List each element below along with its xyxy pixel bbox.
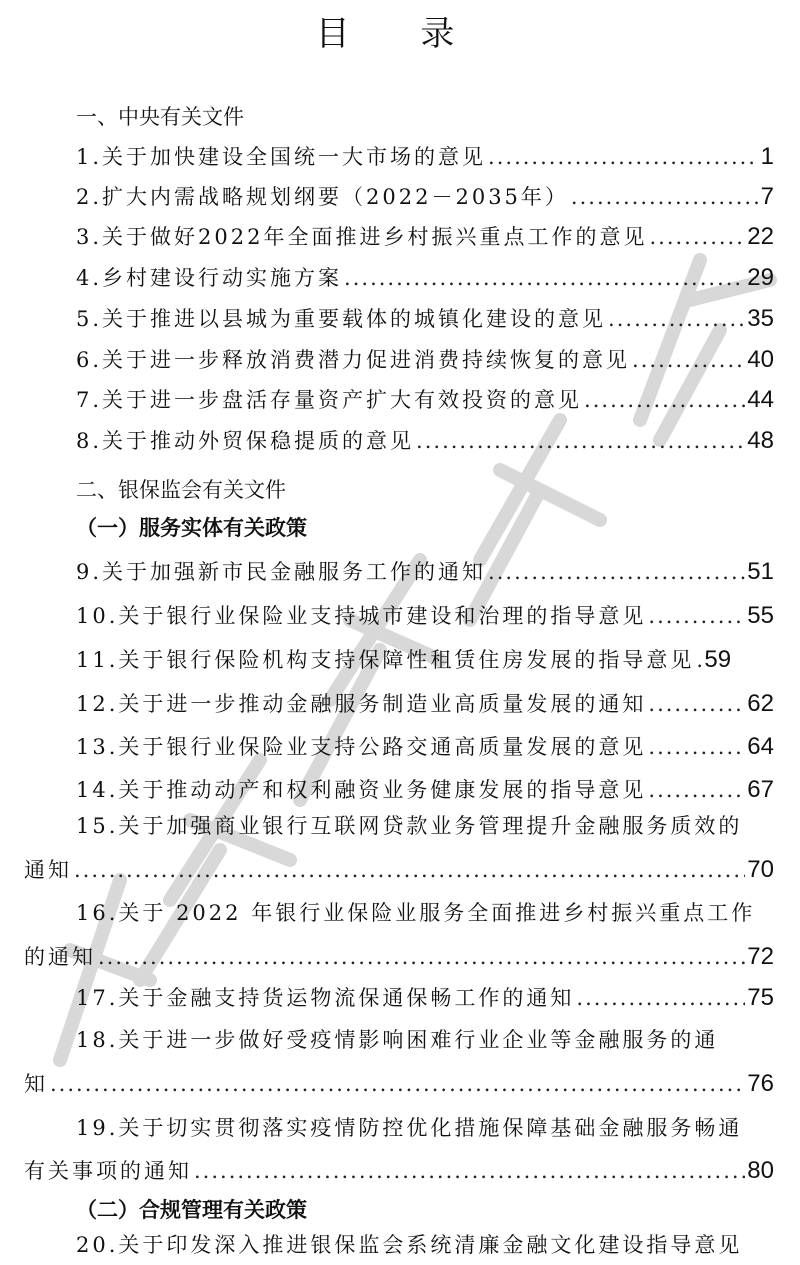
toc-entry[interactable] [76, 978, 774, 1018]
section-heading-cbirc: 二、银保监会有关文件 [76, 478, 286, 502]
toc-page-number: 44 [747, 386, 774, 413]
leader-dots [632, 340, 745, 380]
toc-entry-line2[interactable] [24, 850, 774, 890]
toc-entry-title: 17.关于金融支持货运物流保通保畅工作的通知 [76, 986, 575, 1010]
toc-entry-title-cont: 的通知 [24, 945, 96, 969]
toc-page-number: 40 [747, 346, 774, 373]
leader-dots [648, 596, 745, 636]
leader-dots [648, 770, 745, 810]
toc-entry-title: 4.乡村建设行动实施方案 [76, 266, 343, 290]
toc-entry-title: 15.关于加强商业银行互联网贷款业务管理提升金融服务质效的 [76, 814, 743, 838]
leader-dots [194, 1151, 745, 1191]
toc-entry-title: 14.关于推动动产和权利融资业务健康发展的指导意见 [76, 778, 647, 802]
toc-entry[interactable] [76, 727, 774, 767]
toc-entry-title: 18.关于进一步做好受疫情影响困难行业企业等金融服务的通 [76, 1028, 719, 1052]
toc-entry-line2[interactable] [24, 937, 774, 977]
toc-entry-line2[interactable] [24, 1064, 774, 1104]
toc-page-number: 29 [747, 264, 774, 291]
toc-entry[interactable] [76, 421, 774, 461]
leader-dots [571, 177, 759, 217]
toc-entry-title: 19.关于切实贯彻落实疫情防控优化措施保障基础金融服务畅通 [76, 1116, 743, 1140]
toc-entry-line1[interactable] [76, 806, 774, 846]
toc-entry[interactable] [76, 552, 774, 592]
toc-page-number: 7 [760, 183, 774, 210]
toc-page-number: 55 [747, 602, 774, 629]
toc-entry-title: 20.关于印发深入推进银保监会系统清廉金融文化建设指导意见 [76, 1233, 743, 1257]
leader-dots [608, 299, 745, 339]
leader-dots [74, 850, 745, 890]
toc-page-number: 76 [747, 1070, 774, 1097]
toc-entry-line1[interactable] [76, 1020, 774, 1060]
toc-page-number: 51 [747, 558, 774, 585]
toc-page-number: 22 [747, 223, 774, 250]
toc-page-number: 35 [747, 305, 774, 332]
toc-entry-line1[interactable] [76, 1225, 774, 1265]
toc-page-number: 72 [747, 943, 774, 970]
subsection-heading-compliance: （二）合规管理有关政策 [76, 1198, 307, 1222]
toc-entry-line1[interactable] [76, 893, 774, 933]
leader-dots [649, 217, 745, 257]
toc-entry[interactable] [76, 137, 774, 177]
toc-entry[interactable] [76, 770, 774, 810]
leader-dots [50, 1064, 745, 1104]
toc-entry[interactable] [76, 258, 774, 298]
toc-page-number: 59 [704, 646, 732, 673]
leader-dots [696, 640, 702, 680]
toc-entry[interactable] [76, 380, 774, 420]
toc-entry-title: 3.关于做好2022年全面推进乡村振兴重点工作的意见 [76, 225, 648, 249]
toc-page-number: 80 [747, 1157, 774, 1184]
toc-page-number: 70 [747, 856, 774, 883]
toc-entry-title-cont: 通知 [24, 858, 72, 882]
toc-entry-title: 9.关于加强新市民金融服务工作的通知 [76, 560, 487, 584]
toc-entry[interactable] [76, 596, 774, 636]
toc-entry-line2[interactable] [24, 1151, 774, 1191]
toc-entry-title: 10.关于银行业保险业支持城市建设和治理的指导意见 [76, 604, 647, 628]
toc-entry-line1[interactable] [76, 1108, 774, 1148]
toc-entry-title-cont: 有关事项的通知 [24, 1159, 192, 1183]
toc-entry-title: 12.关于进一步推动金融服务制造业高质量发展的通知 [76, 692, 647, 716]
page-title: 目 录 [315, 14, 485, 54]
toc-entry[interactable] [76, 217, 774, 257]
leader-dots [488, 552, 745, 592]
toc-entry[interactable] [76, 684, 774, 724]
toc-entry-title: 11.关于银行保险机构支持保障性租赁住房发展的指导意见 [76, 648, 695, 672]
leader-dots [576, 978, 745, 1018]
leader-dots [98, 937, 745, 977]
toc-entry-title: 1.关于加快建设全国统一大市场的意见 [76, 145, 487, 169]
toc-page-number: 75 [747, 984, 774, 1011]
section-heading-central: 一、中央有关文件 [76, 105, 244, 129]
leader-dots [584, 380, 745, 420]
toc-entry-title: 13.关于银行业保险业支持公路交通高质量发展的意见 [76, 735, 647, 759]
toc-entry[interactable] [76, 177, 774, 217]
toc-page-number: 64 [747, 733, 774, 760]
toc-entry-title: 2.扩大内需战略规划纲要（2022－2035年） [76, 185, 569, 209]
toc-page-number: 67 [747, 776, 774, 803]
toc-page-number: 48 [747, 427, 774, 454]
leader-dots [344, 258, 745, 298]
leader-dots [648, 684, 745, 724]
toc-page-number: 62 [747, 690, 774, 717]
toc-entry-title: 5.关于推进以县城为重要载体的城镇化建设的意见 [76, 307, 607, 331]
leader-dots [648, 727, 745, 767]
leader-dots [488, 137, 759, 177]
toc-entry[interactable] [76, 640, 774, 680]
toc-entry[interactable] [76, 340, 774, 380]
toc-entry-title: 16.关于 2022 年银行业保险业服务全面推进乡村振兴重点工作 [76, 901, 756, 925]
toc-entry-title: 8.关于推动外贸保稳提质的意见 [76, 429, 415, 453]
toc-entry-title: 6.关于进一步释放消费潜力促进消费持续恢复的意见 [76, 348, 631, 372]
subsection-heading-service: （一）服务实体有关政策 [76, 516, 307, 540]
toc-entry[interactable] [76, 299, 774, 339]
leader-dots [416, 421, 745, 461]
toc-entry-title: 7.关于进一步盘活存量资产扩大有效投资的意见 [76, 388, 583, 412]
toc-entry-title-cont: 知 [24, 1072, 48, 1096]
toc-page-number: 1 [760, 143, 774, 170]
